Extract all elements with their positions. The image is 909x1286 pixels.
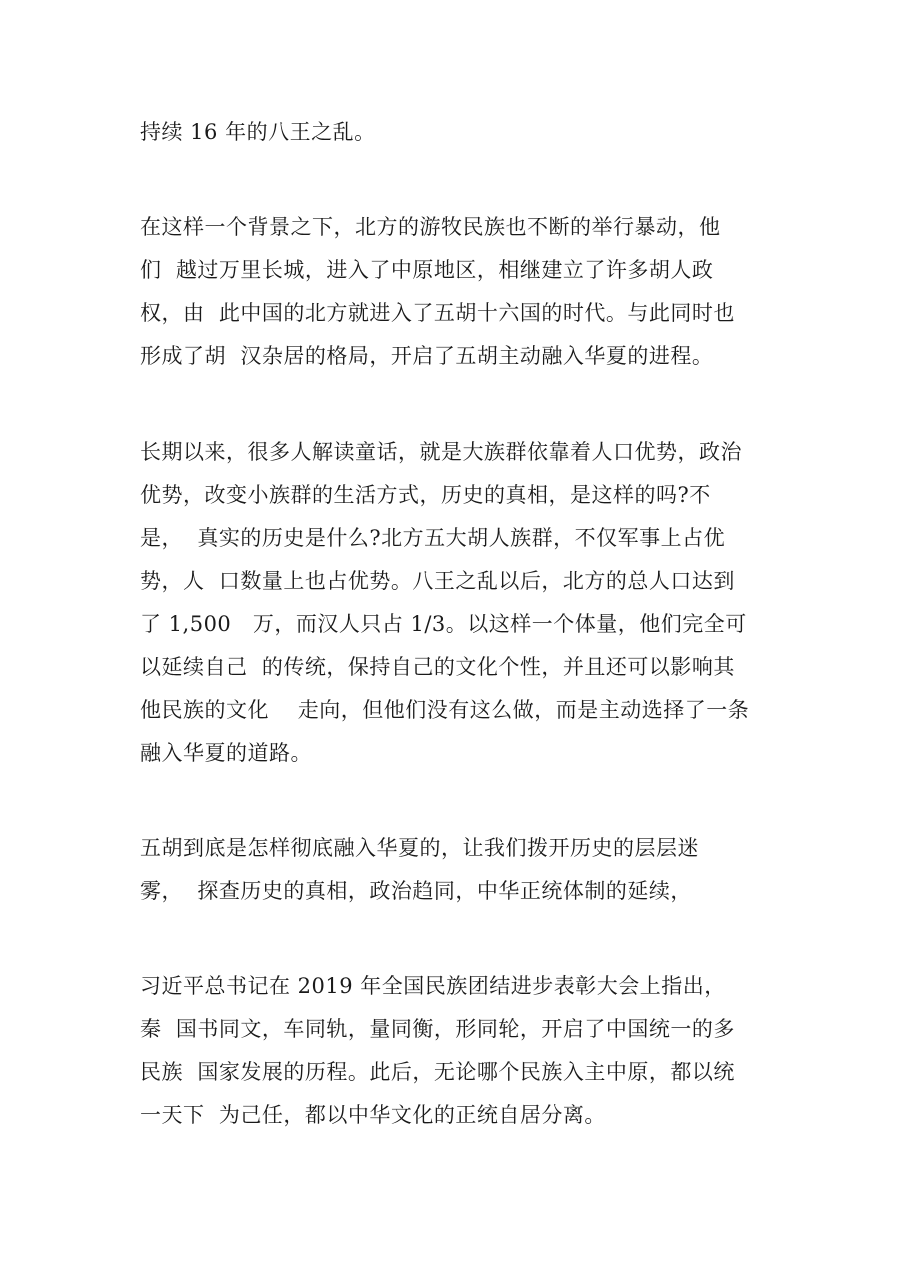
paragraph-line: 长期以来，很多人解读童话，就是大族群依靠着人口优势，政治 [140,440,742,464]
paragraph-line: 们 越过万里长城，进入了中原地区，相继建立了许多胡人政 [140,258,714,282]
paragraph-line: 是， 真实的历史是什么?北方五大胡人族群，不仅军事上占优 [140,526,726,550]
paragraph-line: 权，由 此中国的北方就进入了五胡十六国的时代。与此同时也 [140,301,735,325]
paragraph-line: 持续 16 年的八王之乱。 [140,120,376,144]
paragraph-line: 了 1,500 万，而汉人只占 1/3。以这样一个体量，他们完全可 [140,612,747,636]
paragraph-line: 雾， 探查历史的真相，政治趋同，中华正统体制的延续， [140,879,692,903]
paragraph-line: 民族 国家发展的历程。此后，无论哪个民族入主中原，都以统 [140,1060,735,1084]
paragraph-line: 习近平总书记在 2019 年全国民族团结进步表彰大会上指出， [140,974,726,998]
paragraph-line: 势，人 口数量上也占优势。八王之乱以后，北方的总人口达到 [140,569,735,593]
paragraph-line: 秦 国书同文，车同轨，量同衡，形同轮，开启了中国统一的多 [140,1017,735,1041]
paragraph-line: 以延续自己 的传统，保持自己的文化个性，并且还可以影响其 [140,655,735,679]
paragraph-line: 形成了胡 汉杂居的格局，开启了五胡主动融入华夏的进程。 [140,344,714,368]
paragraph-line: 五胡到底是怎样彻底融入华夏的，让我们拨开历史的层层迷 [140,836,699,860]
paragraph-line: 他民族的文化 走向，但他们没有这么做，而是主动选择了一条 [140,698,750,722]
paragraph-line: 优势，改变小族群的生活方式，历史的真相，是这样的吗?不 [140,483,711,507]
paragraph-line: 一天下 为己任，都以中华文化的正统自居分离。 [140,1103,606,1127]
paragraph-line: 在这样一个背景之下，北方的游牧民族也不断的举行暴动，他 [140,215,721,239]
paragraph-line: 融入华夏的道路。 [140,741,312,765]
